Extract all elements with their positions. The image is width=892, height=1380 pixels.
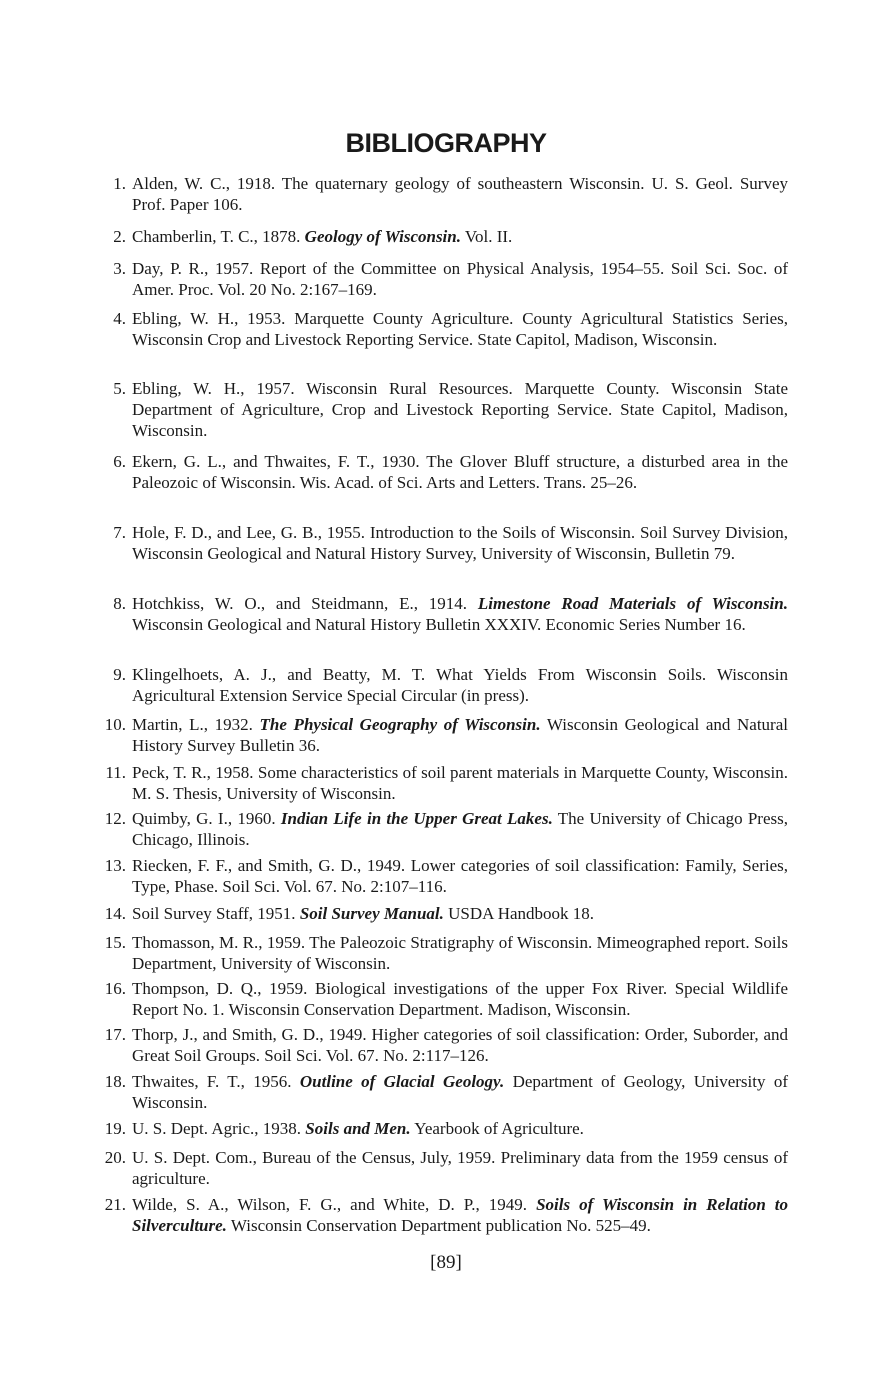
entry-number: 11. <box>105 763 126 782</box>
work-title: Soil Survey Manual. <box>299 904 444 923</box>
entry-number: 6. <box>113 452 126 471</box>
bib-entry-21: 21. Wilde, S. A., Wilson, F. G., and White, D. P., 1949. Soils of Wisconsin in Relation to Silverculture. Wisconsin Conservation Department publication No. 525–49. <box>132 1194 788 1236</box>
bib-entry-2: 2. Chamberlin, T. C., 1878. Geology of Wisconsin. Vol. II. <box>132 226 788 247</box>
work-title: Soils and Men. <box>305 1119 411 1138</box>
work-title: Soils of Wisconsin in Relation to Silverculture. <box>132 1195 788 1235</box>
entry-number: 5. <box>113 379 126 398</box>
entry-number: 19. <box>104 1119 126 1138</box>
entry-number: 9. <box>113 665 126 684</box>
page-number: [89] <box>430 1252 462 1273</box>
entry-number: 12. <box>104 809 126 828</box>
bib-entry-20: 20. U. S. Dept. Com., Bureau of the Census, July, 1959. Preliminary data from the 1959 census of agriculture. <box>132 1147 788 1189</box>
bib-entry-1: 1. Alden, W. C., 1918. The quaternary geology of southeastern Wisconsin. U. S. Geol. Survey Prof. Paper 106. <box>132 173 788 215</box>
entry-number: 14. <box>104 904 126 923</box>
bib-entry-15: 15. Thomasson, M. R., 1959. The Paleozoic Stratigraphy of Wisconsin. Mimeographed report. Soils Department, University of Wisconsin. <box>132 932 788 974</box>
entry-number: 21. <box>104 1195 126 1214</box>
bib-entry-12: 12. Quimby, G. I., 1960. Indian Life in the Upper Great Lakes. The University of Chicago Press, Chicago, Illinois. <box>132 808 788 850</box>
work-title: Outline of Glacial Geology. <box>299 1072 505 1091</box>
entry-number: 2. <box>113 227 126 246</box>
entry-number: 18. <box>104 1072 126 1091</box>
bib-entry-19: 19. U. S. Dept. Agric., 1938. Soils and Men. Yearbook of Agriculture. <box>132 1118 788 1139</box>
entry-number: 3. <box>113 259 126 278</box>
entry-number: 4. <box>113 309 126 328</box>
bib-entry-18: 18. Thwaites, F. T., 1956. Outline of Glacial Geology. Department of Geology, University of Wisconsin. <box>132 1071 788 1113</box>
entry-number: 8. <box>113 594 126 613</box>
bib-entry-10: 10. Martin, L., 1932. The Physical Geography of Wisconsin. Wisconsin Geological and Natural History Survey Bulletin 36. <box>132 714 788 756</box>
work-title: Limestone Road Materials of Wisconsin. <box>477 594 788 613</box>
bib-entry-16: 16. Thompson, D. Q., 1959. Biological investigations of the upper Fox River. Special Wildlife Report No. 1. Wisconsin Conservation Department. Madison, Wisconsin. <box>132 978 788 1020</box>
entry-number: 17. <box>104 1025 126 1044</box>
work-title: The Physical Geography of Wisconsin. <box>259 715 541 734</box>
entry-number: 1. <box>113 174 126 193</box>
bib-entry-9: 9. Klingelhoets, A. J., and Beatty, M. T. What Yields From Wisconsin Soils. Wisconsin Agricultural Extension Service Special Circular (in press). <box>132 664 788 706</box>
work-title: Geology of Wisconsin. <box>304 227 461 246</box>
bib-entry-3: 3. Day, P. R., 1957. Report of the Committee on Physical Analysis, 1954–55. Soil Sci. Soc. of Amer. Proc. Vol. 20 No. 2:167–169. <box>132 258 788 300</box>
bib-entry-14: 14. Soil Survey Staff, 1951. Soil Survey Manual. USDA Handbook 18. <box>132 903 788 924</box>
bib-entry-17: 17. Thorp, J., and Smith, G. D., 1949. Higher categories of soil classification: Order, Suborder, and Great Soil Groups. Soil Sci. Vol. 67. No. 2:117–126. <box>132 1024 788 1066</box>
bib-entry-7: 7. Hole, F. D., and Lee, G. B., 1955. Introduction to the Soils of Wisconsin. Soil Survey Division, Wisconsin Geological and Natural History Survey, University of Wisconsin, Bulletin 79. <box>132 522 788 564</box>
entry-number: 15. <box>104 933 126 952</box>
entry-number: 7. <box>113 523 126 542</box>
entry-number: 16. <box>104 979 126 998</box>
bib-entry-4: 4. Ebling, W. H., 1953. Marquette County Agriculture. County Agricultural Statistics Series, Wisconsin Crop and Livestock Reporting Service. State Capitol, Madison, Wisconsin. <box>132 308 788 350</box>
bib-entry-11: 11. Peck, T. R., 1958. Some characteristics of soil parent materials in Marquette County, Wisconsin. M. S. Thesis, University of Wisconsin. <box>132 762 788 804</box>
page-title: BIBLIOGRAPHY <box>345 128 547 158</box>
bib-entry-8: 8. Hotchkiss, W. O., and Steidmann, E., 1914. Limestone Road Materials of Wisconsin. Wisconsin Geological and Natural History Bulletin XXXIV. Economic Series Number 16. <box>132 593 788 635</box>
entry-number: 20. <box>104 1148 126 1167</box>
bib-entry-13: 13. Riecken, F. F., and Smith, G. D., 1949. Lower categories of soil classification: Family, Series, Type, Phase. Soil Sci. Vol. 67. No. 2:107–116. <box>132 855 788 897</box>
entry-number: 13. <box>104 856 126 875</box>
work-title: Indian Life in the Upper Great Lakes. <box>280 809 553 828</box>
entry-number: 10. <box>104 715 126 734</box>
bib-entry-5: 5. Ebling, W. H., 1957. Wisconsin Rural Resources. Marquette County. Wisconsin State Department of Agriculture, Crop and Livestock Reporting Service. State Capitol, Madison, Wisconsin. <box>132 378 788 441</box>
bib-entry-6: 6. Ekern, G. L., and Thwaites, F. T., 1930. The Glover Bluff structure, a disturbed area in the Paleozoic of Wisconsin. Wis. Acad. of Sci. Arts and Letters. Trans. 25–26. <box>132 451 788 493</box>
